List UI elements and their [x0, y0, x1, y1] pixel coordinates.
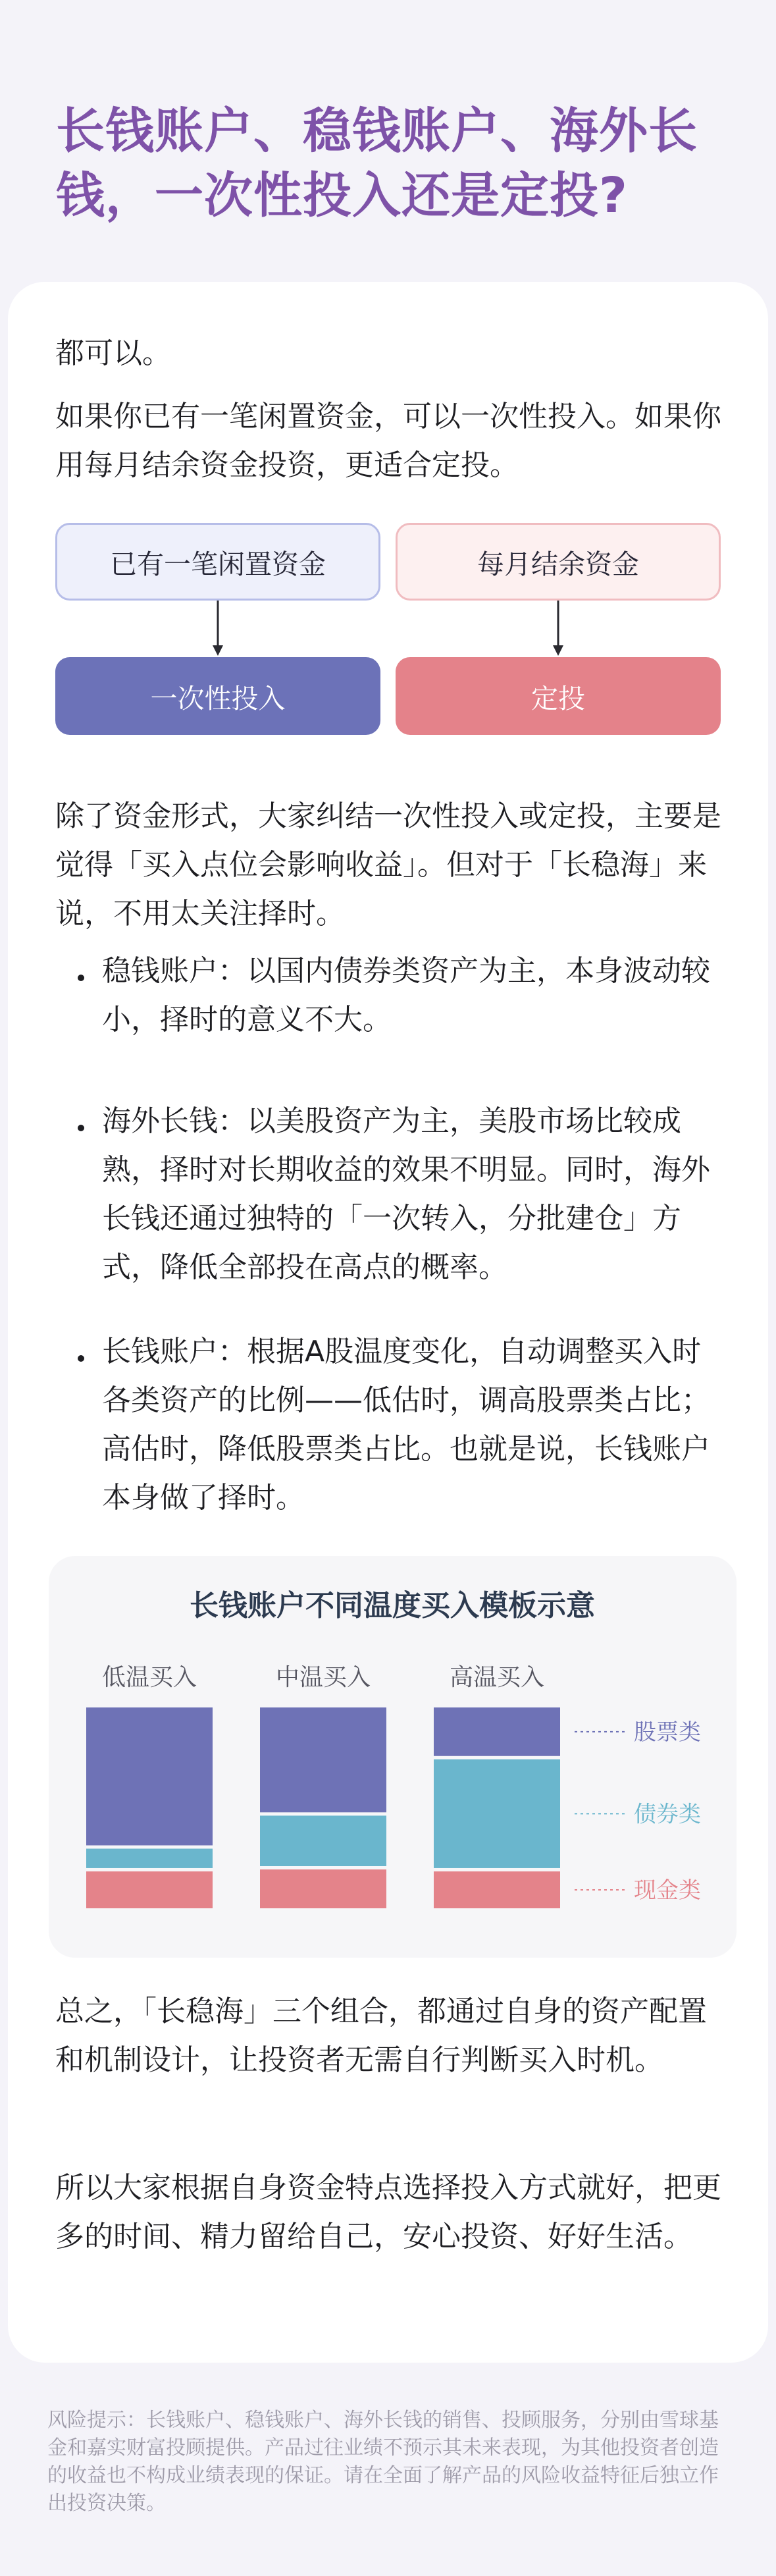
flow-result-dca: 定投 [396, 657, 721, 735]
bullet-dot [78, 1125, 84, 1131]
intro-short: 都可以。 [55, 336, 171, 370]
bar-segment-1 [86, 1707, 213, 1845]
bar-segment-3 [260, 1869, 386, 1908]
list-item: 长钱账户：根据A股温度变化，自动调整买入时各类资产的比例——低估时，调高股票类占比；高估时，降低股票类占比。也就是说，长钱账户本身做了择时。 [102, 1335, 710, 1515]
legend-label: 债券类 [634, 1801, 701, 1828]
bar-segment-2 [86, 1848, 213, 1868]
timing-paragraph: 除了资金形式，大家纠结一次性投入或定投，主要是觉得「买入点位会影响收益」。但对于「长稳海」来说，不用太关注择时。 [55, 799, 721, 930]
bullet-dot [78, 975, 84, 981]
intro-long: 如果你已有一笔闲置资金，可以一次性投入。如果你用每月结余资金投资，更适合定投。 [55, 400, 721, 482]
category-label: 高温买入 [449, 1664, 545, 1691]
chart-title: 长钱账户不同温度买入模板示意 [190, 1589, 595, 1623]
bar-segment-3 [86, 1871, 213, 1908]
flow-result-lump-sum: 一次性投入 [55, 657, 380, 735]
bar-segment-3 [434, 1871, 560, 1908]
legend-label: 现金类 [634, 1877, 701, 1904]
category-label: 中温买入 [275, 1664, 371, 1691]
list-item: 海外长钱：以美股资产为主，美股市场比较成熟，择时对长期收益的效果不明显。同时，海外长钱还通过独特的「一次转入，分批建仓」方式，降低全部投在高点的概率。 [102, 1104, 710, 1284]
flow-source-monthly: 每月结余资金 [396, 523, 721, 601]
bullet-dot [78, 1355, 84, 1362]
bar-segment-1 [260, 1707, 386, 1812]
bar-segment-1 [434, 1707, 560, 1756]
bar-segment-2 [260, 1815, 386, 1866]
list-item: 稳钱账户：以国内债券类资产为主，本身波动较小，择时的意义不大。 [102, 954, 710, 1036]
closing-paragraph: 所以大家根据自身资金特点选择投入方式就好，把更多的时间、精力留给自己，安心投资、好好生活。 [55, 2171, 721, 2253]
legend-label: 股票类 [634, 1719, 701, 1746]
flow-source-lump-sum: 已有一笔闲置资金 [55, 523, 380, 601]
arrow-down-icon [545, 601, 571, 657]
summary-paragraph: 总之，「长稳海」三个组合，都通过自身的资产配置和机制设计，让投资者无需自行判断买入时机。 [55, 1995, 707, 2077]
bar-segment-2 [434, 1759, 560, 1868]
category-label: 低温买入 [101, 1664, 197, 1691]
risk-disclaimer: 风险提示：长钱账户、稳钱账户、海外长钱的销售、投顾服务，分别由雪球基金和嘉实财富投顾提供。产品过往业绩不预示其未来表现，为其他投资者创造的收益也不构成业绩表现的保证。请在全面了解产品的风险收益特征后独立作出投资决策。 [47, 2409, 719, 2515]
arrow-down-icon [205, 601, 231, 657]
allocation-chart-svg [49, 1556, 737, 1958]
page-title: 长钱账户、稳钱账户、海外长钱，一次性投入还是定投? [56, 103, 698, 224]
allocation-chart [49, 1556, 737, 1958]
article-card [8, 282, 768, 2363]
